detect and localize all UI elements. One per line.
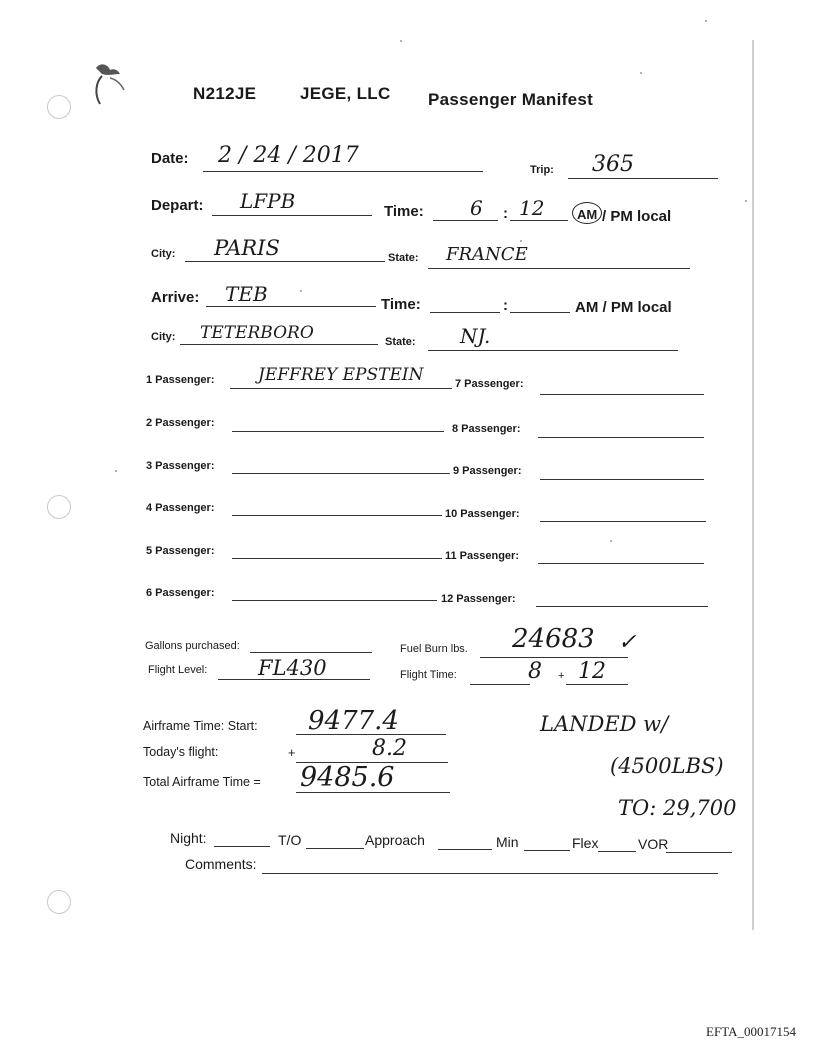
trip-value[interactable]: 365 xyxy=(592,152,634,177)
passenger-10-label: 10 Passenger: xyxy=(445,508,520,520)
passenger-12-label: 12 Passenger: xyxy=(441,593,516,605)
note-fuel-remaining: (4500LBS) xyxy=(610,754,724,778)
fuel-burn-label: Fuel Burn lbs. xyxy=(400,643,468,655)
binder-hole-bottom xyxy=(47,890,71,914)
vor-label: VOR xyxy=(638,836,669,852)
depart-pm-local: / PM local xyxy=(602,208,672,225)
flight-time-minutes[interactable]: 12 xyxy=(578,659,606,684)
depart-time-minute[interactable]: 12 xyxy=(519,196,545,220)
passenger-1-value[interactable]: JEFFREY EPSTEIN xyxy=(258,365,424,385)
passenger-3-label: 3 Passenger: xyxy=(146,460,215,472)
flight-time-label: Flight Time: xyxy=(400,669,457,681)
binder-hole-middle xyxy=(47,495,71,519)
company-name: JEGE, LLC xyxy=(300,84,391,103)
takeoff-label: T/O xyxy=(278,832,302,848)
min-label: Min xyxy=(496,834,519,850)
todays-flight-label: Today's flight: xyxy=(143,745,219,759)
date-label: Date: xyxy=(151,150,189,167)
check-mark-icon: ✓ xyxy=(618,630,637,655)
page-edge xyxy=(752,40,754,930)
depart-am[interactable]: AM xyxy=(577,207,598,222)
passenger-2-label: 2 Passenger: xyxy=(146,417,215,429)
comments-label: Comments: xyxy=(185,856,257,872)
passenger-7-label: 7 Passenger: xyxy=(455,378,524,390)
passenger-11-label: 11 Passenger: xyxy=(445,550,519,562)
flight-level-value[interactable]: FL430 xyxy=(258,656,327,680)
bates-number: EFTA_00017154 xyxy=(706,1024,796,1039)
arrive-state-value[interactable]: NJ. xyxy=(460,324,491,348)
passenger-6-label: 6 Passenger: xyxy=(146,587,215,599)
binder-hole-top xyxy=(47,95,71,119)
depart-state-label: State: xyxy=(388,252,419,264)
arrive-state-label: State: xyxy=(385,336,416,348)
depart-city-value[interactable]: PARIS xyxy=(214,236,280,260)
depart-time-label: Time: xyxy=(384,203,424,220)
passenger-4-label: 4 Passenger: xyxy=(146,502,215,514)
depart-value[interactable]: LFPB xyxy=(240,189,296,213)
passenger-1-label: 1 Passenger: xyxy=(146,374,215,386)
depart-label: Depart: xyxy=(151,197,204,214)
flex-label: Flex xyxy=(572,835,599,851)
note-takeoff-fuel: TO: 29,700 xyxy=(618,796,737,820)
gallons-label: Gallons purchased: xyxy=(145,640,240,652)
time-separator: : xyxy=(503,205,508,222)
arrive-ampm-local: AM / PM local xyxy=(575,299,672,316)
note-landed-with: LANDED w/ xyxy=(540,712,669,736)
arrive-time-separator: : xyxy=(503,297,508,314)
todays-flight-value[interactable]: 8.2 xyxy=(372,736,407,761)
approach-label: Approach xyxy=(365,832,425,848)
tail-number: N212JE xyxy=(193,84,257,103)
total-airframe-value[interactable]: 9485.6 xyxy=(300,762,395,793)
todays-flight-plus: + xyxy=(288,746,296,760)
airframe-start-value[interactable]: 9477.4 xyxy=(308,706,399,736)
flight-time-plus: + xyxy=(558,670,565,682)
depart-state-value[interactable]: FRANCE xyxy=(446,244,528,265)
flight-time-hours[interactable]: 8 xyxy=(528,659,542,684)
arrive-label: Arrive: xyxy=(151,289,200,306)
night-label: Night: xyxy=(170,830,207,846)
passenger-5-label: 5 Passenger: xyxy=(146,545,215,557)
date-value[interactable]: 2 / 24 / 2017 xyxy=(218,143,359,168)
arrive-city-label: City: xyxy=(151,331,176,343)
flight-level-label: Flight Level: xyxy=(148,664,208,676)
airframe-start-label: Airframe Time: Start: xyxy=(143,719,258,733)
bird-logo-icon xyxy=(88,60,128,110)
total-airframe-label: Total Airframe Time = xyxy=(143,775,261,789)
arrive-city-value[interactable]: TETERBORO xyxy=(200,323,314,343)
arrive-value[interactable]: TEB xyxy=(225,282,268,306)
fuel-burn-value[interactable]: 24683 xyxy=(512,624,595,654)
depart-time-hour[interactable]: 6 xyxy=(470,196,483,220)
trip-label: Trip: xyxy=(530,164,554,176)
form-title: Passenger Manifest xyxy=(428,90,594,109)
depart-city-label: City: xyxy=(151,248,176,260)
passenger-8-label: 8 Passenger: xyxy=(452,423,521,435)
passenger-9-label: 9 Passenger: xyxy=(453,465,522,477)
arrive-time-label: Time: xyxy=(381,296,421,313)
